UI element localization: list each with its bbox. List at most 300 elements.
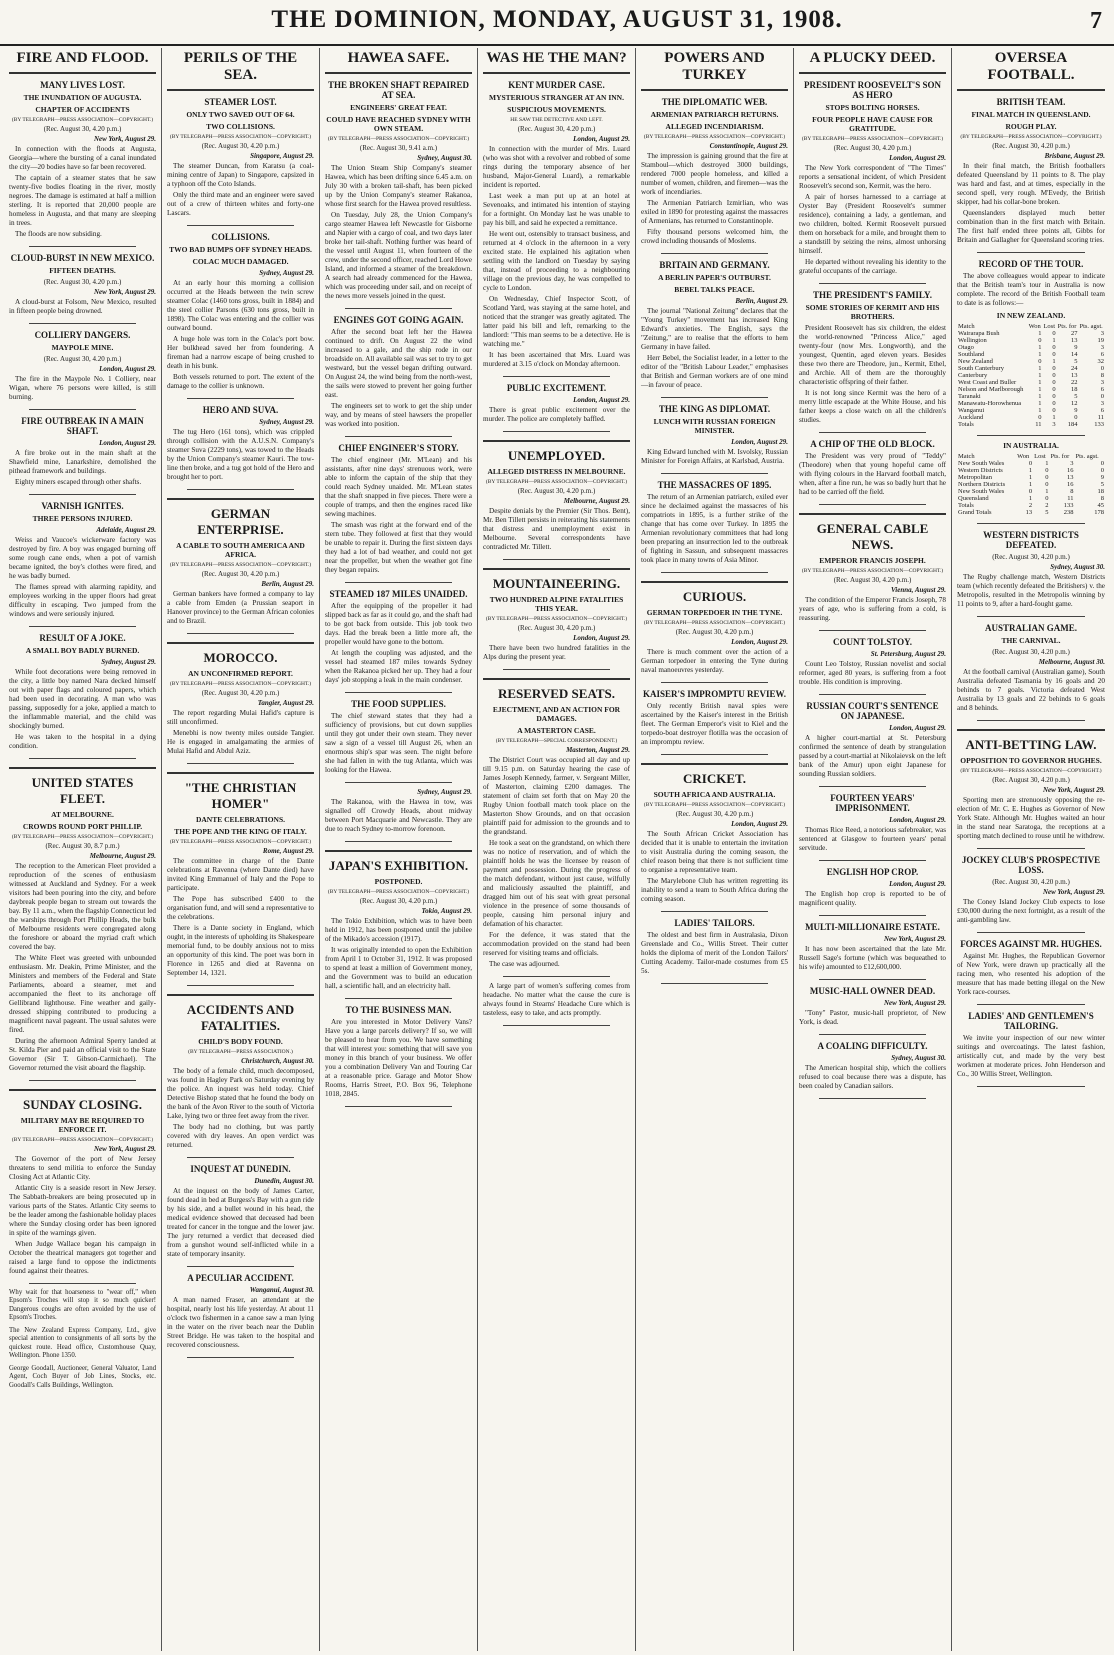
paragraph: There is great public excitement over the murder. The police are completely baffled.: [483, 406, 630, 423]
table-cell: 0: [1100, 393, 1104, 400]
table-row: [957, 365, 1105, 372]
article-heading: HERO AND SUVA.: [202, 405, 279, 415]
agency-credit: (BY TELEGRAPH—PRESS ASSOCIATION—COPYRIGHT.): [327, 136, 470, 142]
divider-rule: [819, 786, 926, 787]
agency-credit: HE SAW THE DETECTIVE AND LEFT.: [510, 117, 603, 123]
article-heading: PRESIDENT ROOSEVELT'S SON AS HERO: [803, 80, 942, 100]
paragraph: The oldest and best firm in Australasia, Dixon Greenslade and Co., Willis Street. Their cutter holds the diploma of merit of the London Tailors' Cutting Academy. Tailor-made costumes from £5 5s.: [641, 931, 788, 975]
table-header-cell: Pts. agst.: [1079, 323, 1103, 330]
dateline: Singapore, August 29.: [250, 152, 314, 160]
article-heading: TO THE BUSINESS MAN.: [345, 1005, 452, 1015]
paragraph: At length the coupling was adjusted, and the vessel had steamed 187 miles towards Sydney when the Rakanoa picked her up. They had a four days' job stopping a leak in the main condenser.: [325, 649, 472, 684]
received-line: (Rec. August 30, 4.20 p.m.): [992, 553, 1070, 561]
paragraph: Atlantic City is a seaside resort in New Jersey. The Sabbath-breakers are being prosecuted up in various parts of the States. Atlantic City seems to be the leader among the fashionable holiday places where the Sunday closing order has been ignored in spite of the warnings given.: [9, 1184, 156, 1237]
received-line: (Rec. August 30, 8.7 p.m.): [45, 842, 120, 850]
table-cell: 2: [1028, 502, 1033, 509]
paragraph: Are you interested in Motor Delivery Vans? Have you a large parcels delivery? If so, we will be pleased to hear from you. We have something that will interest you: something that will save you money in this branch of your business. We offer you a combination Delivery Van and Touring Car at a reasonable price. Garage and Motor Show Rooms, Harris Street, P.O. Box 96, Telephone 1018, 2845.: [325, 1018, 472, 1098]
paragraph: The chief engineer (Mr. M'Lean) and his assistants, after nine days' strenuous work, were able to inform the captain of the ship that they could reach Sydney unaided. Mr. M'Lean states that the shaft snapped in five pieces. There were a couple of tramps, and then the engines raced like sewing machines.: [325, 456, 472, 518]
article-subheading: ONLY TWO SAVED OUT OF 64.: [186, 110, 295, 119]
table-cell: 1: [1038, 400, 1042, 407]
article: [325, 699, 472, 775]
dateline: Wanganui, August 30.: [249, 1286, 314, 1294]
table-cell: Auckland: [958, 414, 984, 421]
paragraph: For the defence, it was stated that the accommodation provided on the stand had been reserved for visiting teams and officials.: [483, 931, 630, 957]
agency-credit: (BY TELEGRAPH—PRESS ASSOCIATION—COPYRIGHT.): [327, 889, 470, 895]
article-heading: INQUEST AT DUNEDIN.: [190, 1164, 291, 1174]
article-heading: A PECULIAR ACCIDENT.: [187, 1273, 294, 1283]
paragraph: The journal "National Zeitung" declares that the "Young Turkey" movement has increased King Edward's anxieties. The English, says the "Zeitung," are to realise that the efforts to hem Germany in have failed.: [641, 307, 788, 351]
article-heading: STEAMER LOST.: [204, 97, 277, 107]
paragraph: We invite your inspection of our new winter suitings and overcoatings. The latest fashion, artistically cut, and made by the very best workmen at moderate prices. John Henderson and Co., 30 Willis Street, Wellington.: [957, 1034, 1105, 1078]
article: [325, 315, 472, 429]
article-subheading: POSTPONED.: [374, 877, 423, 886]
divider-rule: [661, 682, 768, 683]
dateline: Dunedin, August 30.: [254, 1177, 314, 1185]
table-cell: 0: [1045, 467, 1049, 474]
paragraph: The Coney Island Jockey Club expects to lose £30,000 during the next fortnight, as a result of the anti-gambling law.: [957, 898, 1105, 924]
paragraph: "Tony" Pastor, music-hall proprietor, of New York, is dead.: [799, 1009, 946, 1026]
dateline: London, August 29.: [99, 439, 156, 447]
paragraph: The American hospital ship, which the colliers refused to coal because there was a dispute, has been coaled by Canadian sailors.: [799, 1064, 946, 1090]
article: [167, 1164, 314, 1259]
divider-rule: [187, 489, 294, 490]
dateline: Berlin, August 29.: [261, 580, 314, 588]
table-cell: 5: [1045, 509, 1049, 516]
article: [483, 80, 630, 369]
article-subheading: SOME STORIES OF KERMIT AND HIS BROTHERS.: [805, 303, 940, 321]
paragraph: Only the third mate and an engineer were saved out of a crew of thirteen whites and forty-one Lascars.: [167, 191, 314, 217]
agency-credit: (BY TELEGRAPH—PRESS ASSOCIATION—COPYRIGHT.): [169, 839, 312, 845]
article-heading: ENGLISH HOP CROP.: [826, 867, 919, 877]
table-header-cell: Won: [1017, 453, 1030, 460]
article-heading: CHIEF ENGINEER'S STORY.: [338, 443, 459, 453]
article-subheading: OPPOSITION TO GOVERNOR HUGHES.: [960, 756, 1102, 765]
table-cell: 3: [1100, 344, 1104, 351]
divider-rule: [977, 252, 1085, 253]
table-cell: 1: [1028, 467, 1033, 474]
divider-rule: [345, 582, 452, 583]
table-cell: 1: [1052, 358, 1056, 365]
divider-rule: [345, 1106, 452, 1107]
paragraph: The Union Steam Ship Company's steamer Hawea, which has been drifting since 6.45 a.m. on July 30 with a broken tail-shaft, has been picked up by the Union Company's steamer Rakanoa, whose first search for the Hawea proved resultless.: [325, 164, 472, 208]
dateline: London, August 29.: [99, 365, 156, 373]
table-cell: West Coast and Buller: [958, 379, 1017, 386]
table-cell: 0: [1052, 400, 1056, 407]
article-subheading: MAYPOLE MINE.: [51, 343, 114, 352]
article-heading: COUNT TOLSTOY.: [832, 637, 913, 647]
table-cell: 1: [1052, 337, 1056, 344]
table-cell: 32: [1097, 358, 1104, 365]
agency-credit: (BY TELEGRAPH—PRESS ASSOCIATION—COPYRIGHT.): [11, 117, 154, 123]
article-subheading-secondary: ALLEGED INCENDIARISM.: [665, 122, 764, 131]
paragraph: The committee in charge of the Dante celebrations at Ravenna (where Dante died) have invited King Emmanuel of Italy and the Pope to participate.: [167, 857, 314, 892]
paragraph: He was taken to the hospital in a dying condition.: [9, 733, 156, 750]
article-heading: MANY LIVES LOST.: [40, 80, 125, 90]
divider-rule: [29, 323, 136, 324]
dateline: Sydney, August 30.: [891, 1054, 946, 1062]
dateline: London, August 29.: [573, 634, 630, 642]
article-subheading-secondary: COLAC MUCH DAMAGED.: [192, 257, 289, 266]
table-header-cell: Pts. for: [1057, 323, 1077, 330]
article-heading: KAISER'S IMPROMPTU REVIEW.: [643, 689, 786, 699]
table-cell: 0: [1052, 393, 1056, 400]
article-heading: THE FOOD SUPPLIES.: [351, 699, 446, 709]
table-cell: 0: [1100, 365, 1104, 372]
article: [957, 259, 1105, 428]
article-subheading-secondary: ROUGH PLAY.: [1005, 122, 1057, 131]
article: [957, 623, 1105, 713]
divider-rule: [819, 283, 926, 284]
dateline: London, August 29.: [889, 724, 946, 732]
divider-rule: [345, 998, 452, 999]
divider-rule: [661, 911, 768, 912]
paragraph: King Edward lunched with M. Isvolsky, Russian Minister for Foreign Affairs, at Karlsbad, Austria.: [641, 448, 788, 465]
article-heading: A COALING DIFFICULTY.: [817, 1041, 928, 1051]
table-cell: 18: [1070, 386, 1078, 393]
received-line: (Rec. August 30, 4.20 p.m.): [43, 355, 122, 363]
table-cell: 8: [1070, 488, 1074, 495]
table-header-row: [957, 453, 1105, 460]
article-subheading: ALLEGED DISTRESS IN MELBOURNE.: [487, 467, 626, 476]
table-cell: 13: [1070, 337, 1078, 344]
advertisement: George Goodall, Auctioneer, General Valuator, Land Agent, Coch Buyer of Job Lines, Stocks, etc. Goodall's Calls Buildings, Wellington.: [9, 1364, 156, 1389]
paragraph: The White Fleet was greeted with unbounded enthusiasm. Mr. Deakin, Prime Minister, and the Ministers and members of the Federal and State Parliaments, aboard a steamer, met and accompanied the fleet to its anchorage off Gellibrand lighthouse. Fine weather and gaily-dressed shipping contributed to producing a magnificent naval pageant. The usual salutes were fired.: [9, 954, 156, 1034]
table-cell: 16: [1067, 481, 1074, 488]
article: [641, 97, 788, 246]
article-heading: FOURTEEN YEARS' IMPRISONMENT.: [830, 793, 915, 813]
article-heading: COLLISIONS.: [211, 232, 270, 242]
article: [325, 80, 472, 301]
column-title: HAWEA SAFE.: [325, 48, 472, 74]
divider-rule: [187, 1357, 294, 1358]
divider-rule: [187, 1266, 294, 1267]
paragraph: There have been two hundred fatalities in the Alps during the present year.: [483, 644, 630, 661]
table-cell: 1: [1038, 379, 1042, 386]
column-5: [636, 48, 794, 1651]
dateline: New York, August 29.: [93, 288, 156, 296]
paragraph: Only recently British naval spies were ascertained by the Kaiser's interest in the British fleet. The German Emperor's visit to Kiel and the torpedo-boat destroyer flotilla was the occasion of an impromptu review.: [641, 702, 788, 746]
table-cell: 5: [1074, 358, 1078, 365]
divider-rule: [29, 409, 136, 410]
received-line: (Rec. August 30, 4.20 p.m.): [992, 648, 1070, 656]
table-cell: 8: [1100, 495, 1104, 502]
agency-credit: (BY TELEGRAPH—PRESS ASSOCIATION—COPYRIGHT.): [169, 681, 312, 687]
article-heading: THE BROKEN SHAFT REPAIRED AT SEA.: [328, 80, 469, 100]
agency-credit: (BY TELEGRAPH—PRESS ASSOCIATION—COPYRIGHT.): [801, 136, 944, 142]
agency-credit: (BY TELEGRAPH—PRESS ASSOCIATION—COPYRIGHT.): [643, 802, 786, 808]
paragraph: The Rakanoa, with the Hawea in tow, was signalled off Crowdy Heads, about midway between Port Macquarie and Newcastle. They are due to reach Sydney to-morrow forenoon.: [325, 798, 472, 833]
table-cell: 238: [1063, 509, 1074, 516]
table-cell: 8: [1100, 372, 1104, 379]
table-header-cell: Won: [1028, 323, 1041, 330]
article-heading: PUBLIC EXCITEMENT.: [506, 383, 607, 393]
article: [799, 439, 946, 497]
paragraph: The fire in the Maypole No. 1 Colliery, near Wigan, where 76 persons were killed, is still burning.: [9, 375, 156, 401]
article: [641, 581, 788, 675]
paragraph: Fifty thousand persons welcomed him, the crowd including thousands of Moslems.: [641, 228, 788, 245]
article-heading: STEAMED 187 MILES UNAIDED.: [329, 589, 468, 599]
received-line: (Rec. August 30, 4.20 p.m.): [201, 142, 280, 150]
article-subheading-secondary: A MASTERTON CASE.: [517, 726, 596, 735]
article-heading: ACCIDENTS AND FATALITIES.: [167, 994, 314, 1034]
paragraph: In connection with the murder of Mrs. Luard (who was shot with a revolver and robbed of some rings during the temporary absence of her husband, Major-General Luard), a remarkable incident is reported.: [483, 145, 630, 189]
article: [799, 793, 946, 853]
article: [799, 80, 946, 276]
table-cell: 0: [1052, 365, 1056, 372]
dateline: Vienna, August 29.: [891, 586, 946, 594]
article: [641, 404, 788, 466]
paragraph: The Tokio Exhibition, which was to have been held in 1912, has been postponed until the jubilee of the Mikado's accession (1917).: [325, 917, 472, 943]
agency-credit: (BY TELEGRAPH—PRESS ASSOCIATION—COPYRIGHT.): [801, 568, 944, 574]
article: [325, 788, 472, 834]
table-row: [957, 474, 1105, 481]
divider-rule: [977, 523, 1085, 524]
divider-rule: [819, 979, 926, 980]
received-line: (Rec. August 30, 4.20 p.m.): [833, 144, 912, 152]
article: [957, 530, 1105, 609]
article-heading: BRITAIN AND GERMANY.: [659, 260, 770, 270]
divider-rule: [661, 754, 768, 755]
table-cell: 0: [1045, 481, 1049, 488]
table-cell: 0: [1028, 488, 1033, 495]
table-cell: 6: [1100, 386, 1104, 393]
table-cell: New South Wales: [958, 488, 1005, 495]
table-row: [957, 386, 1105, 393]
dateline: London, August 29.: [731, 438, 788, 446]
table-cell: 3: [1070, 460, 1074, 467]
dateline: London, August 29.: [573, 396, 630, 404]
article: [799, 290, 946, 425]
paragraph: A cloud-burst at Folsom, New Mexico, resulted in fifteen people being drowned.: [9, 298, 156, 315]
divider-rule: [661, 473, 768, 474]
received-line: (Rec. August 30, 4.20 p.m.): [675, 628, 754, 636]
paragraph: Eighty miners escaped through other shafts.: [15, 478, 142, 486]
article-heading: RESERVED SEATS.: [483, 678, 630, 702]
article-heading: "THE CHRISTIAN HOMER": [167, 772, 314, 812]
dateline: Tangier, August 29.: [257, 699, 314, 707]
article-heading: RESULT OF A JOKE.: [39, 633, 126, 643]
received-line: (Rec. August 30, 4.20 p.m.): [517, 125, 596, 133]
dateline: Sydney, August 29.: [101, 658, 156, 666]
article: [483, 383, 630, 424]
table-row: [957, 414, 1105, 421]
table-cell: 11: [1035, 421, 1042, 428]
divider-rule: [187, 633, 294, 634]
article-heading: GENERAL CABLE NEWS.: [799, 513, 946, 553]
agency-credit: (BY TELEGRAPH—PRESS ASSOCIATION—COPYRIGHT.): [485, 479, 628, 485]
article-heading: ENGINES GOT GOING AGAIN.: [333, 315, 464, 325]
article: [641, 763, 788, 904]
article: [9, 253, 156, 316]
table-header-cell: Match: [958, 453, 975, 460]
article-subheading: CHILD'S BODY FOUND.: [198, 1037, 283, 1046]
article: [641, 918, 788, 976]
table-row: [957, 330, 1105, 337]
column-title: A PLUCKY DEED.: [799, 48, 946, 74]
article: [957, 855, 1105, 925]
article-heading: CRICKET.: [641, 763, 788, 787]
table-cell: South Canterbury: [958, 365, 1005, 372]
dateline: Tokio, August 29.: [421, 907, 472, 915]
agency-credit: (BY TELEGRAPH—PRESS ASSOCIATION—COPYRIGHT.): [643, 620, 786, 626]
article-subheading: AT MELBOURNE.: [51, 810, 114, 819]
article: [957, 939, 1105, 997]
article-subheading: THE CARNIVAL.: [1001, 636, 1061, 645]
paragraph: The reception to the American Fleet provided a reproduction of the scenes of enthusiasm witnessed at Auckland and Sydney. For a week visitors had been pouring into the city, and before daybreak people began to stream out towards the bay. By 11 a.m., when the flagship Connecticut led the warships through Port Phillip Heads, the bulk of Melbourne residents were congregated along the foreshore or aboard the myriad craft which covered the bay.: [9, 862, 156, 951]
article-heading: WESTERN DISTRICTS DEFEATED.: [983, 530, 1079, 550]
table-row: [957, 393, 1105, 400]
dateline: Sydney, August 29.: [259, 269, 314, 277]
table-cell: 1: [1045, 488, 1049, 495]
divider-rule: [661, 253, 768, 254]
received-line: (Rec. August 30, 4.20 p.m.): [992, 776, 1070, 784]
received-line: (Rec. August 30, 9.41 a.m.): [359, 144, 438, 152]
column-title: PERILS OF THE SEA.: [167, 48, 314, 91]
table-row: [957, 509, 1105, 516]
table-row: [957, 372, 1105, 379]
table-cell: 0: [1038, 337, 1042, 344]
divider-rule: [187, 1157, 294, 1158]
article-heading: UNEMPLOYED.: [483, 440, 630, 464]
divider-rule: [187, 763, 294, 764]
table-row: [957, 421, 1105, 428]
table-cell: Wellington: [958, 337, 987, 344]
paragraph: The Rugby challenge match, Western Districts team (which recently defeated the Britishers) v. the Metropolis, resulted in the Metropolis winning by 11 points to 9, after a hard-fought game.: [957, 573, 1105, 608]
paragraph: The above colleagues would appear to indicate that the British team's tour in Australia is now complete. The record of the British Football team to date is as follows:—: [957, 272, 1105, 307]
dateline: New York, August 29.: [883, 999, 946, 1007]
paragraph: Sporting men are strenuously opposing the re-election of Mr. C. E. Hughes as Governor of New York State. Although Mr. Hughes waited an hour in the stand near Saratoga, the receptions at a sporting match declined to rouse until he withdrew.: [957, 796, 1105, 840]
agency-credit: (BY TELEGRAPH—PRESS ASSOCIATION—COPYRIGHT.): [11, 834, 154, 840]
paragraph: German bankers have formed a company to lay a cable from Emden (a Prussian seaport in Hanover province) to the German African colonies and to Brazil.: [167, 590, 314, 625]
masthead-title: THE DOMINION, MONDAY, AUGUST 31, 1908.: [271, 6, 843, 33]
paragraph: The chief steward states that they had a sufficiency of provisions, but cut down supplies until they got under their own steam. They never saw a sign of a vessel till August 26, when an enormous ship's spar was seen. The night before she had fallen in with the tug Atlanta, which was looking for the Hawea.: [325, 712, 472, 774]
divider-rule: [187, 398, 294, 399]
dateline: London, August 29.: [573, 135, 630, 143]
article-subheading: ENGINEERS' GREAT FEAT.: [350, 103, 447, 112]
table-cell: Canterbury: [958, 372, 988, 379]
article-heading: THE MASSACRES OF 1895.: [657, 480, 772, 490]
paragraph: The impression is gaining ground that the fire at Stamboul—which destroyed 3000 buildings, rendered 7000 people homeless, and killed a number of women, children, and firemen—was the work of incendiaries.: [641, 152, 788, 196]
table-cell: Queensland: [958, 495, 989, 502]
article: [483, 568, 630, 662]
dateline: Adelaide, August 29.: [96, 526, 156, 534]
table-cell: 178: [1094, 509, 1104, 516]
dateline: Brisbane, August 29.: [1044, 152, 1105, 160]
divider-rule: [345, 782, 452, 783]
article: [9, 1089, 156, 1276]
article: [167, 405, 314, 482]
divider-rule: [29, 1283, 136, 1284]
article-heading: VARNISH IGNITES.: [41, 501, 124, 511]
table-header-cell: Lost: [1043, 323, 1056, 330]
agency-credit: (BY TELEGRAPH—PRESS ASSOCIATION.): [188, 1049, 293, 1055]
results-table: [957, 323, 1105, 428]
agency-credit: (BY TELEGRAPH—PRESS ASSOCIATION—COPYRIGHT.): [960, 134, 1102, 140]
divider-rule: [503, 669, 610, 670]
paragraph: At the football carnival (Australian game), South Australia defeated Tasmania by 16 goals and 20 behinds to 7 goals. Victoria defeated West Australia by 13 goals and 22 behinds to 6 goals and 8 behinds.: [957, 668, 1105, 712]
divider-rule: [819, 630, 926, 631]
table-cell: 5: [1100, 481, 1104, 488]
paragraph: Queenslanders displayed much better combination than in the first match with Britain. The first half ended three points all, Gibbs for Britain and Gallagher for Queensland scoring tries.: [957, 209, 1105, 244]
article-heading: GERMAN ENTERPRISE.: [167, 498, 314, 538]
paragraph: President Roosevelt has six children, the eldest the world-renowned "Princess Alice," aged twenty-four (now Mrs. Longworth), and the youngest, Quentin, aged eleven years. Besides these two there are Theodore, jun., Kermit, Ethel, and Archie. All of them are the thoroughly characteristic offspring of their father.: [799, 324, 946, 386]
paragraph: The captain of a steamer states that he saw twenty-five bodies floating in the river, mostly negroes. The damage is estimated at half a million sterling. It is reported that 20,000 people are homeless in Augusta, and that many are sleeping in trees.: [9, 174, 156, 227]
divider-rule: [661, 983, 768, 984]
table-cell: 9: [1100, 474, 1104, 481]
paragraph: The Pope has subscribed £400 to the organisation fund, and will send a representative to the celebrations.: [167, 895, 314, 921]
table-row: [957, 407, 1105, 414]
table-row: [957, 488, 1105, 495]
dateline: London, August 29.: [889, 816, 946, 824]
divider-rule: [345, 692, 452, 693]
article: [641, 689, 788, 747]
received-line: (Rec. August 30, 4.20 p.m.): [201, 689, 280, 697]
paragraph: After the equipping of the propeller it had slipped back as far as it could go, and the shaft had to be got back from outside. This job took two days. Had the break been a little more aft, the propeller would have gone to the bottom.: [325, 602, 472, 646]
dateline: Sydney, August 30.: [1050, 563, 1105, 571]
column-2: [162, 48, 320, 1651]
article-heading: AUSTRALIAN GAME.: [984, 623, 1077, 633]
divider-rule: [187, 225, 294, 226]
article: [9, 416, 156, 487]
divider-rule: [977, 848, 1085, 849]
article: [799, 1041, 946, 1091]
divider-rule: [503, 1025, 610, 1026]
dateline: Christchurch, August 30.: [241, 1057, 314, 1065]
article: [167, 772, 314, 978]
article-subheading: TWO BAD BUMPS OFF SYDNEY HEADS.: [169, 245, 312, 254]
table-cell: 6: [1100, 407, 1104, 414]
table-cell: Taranaki: [958, 393, 981, 400]
paragraph: A pair of horses harnessed to a carriage at Oyster Bay (President Roosevelt's summer residence), containing a lady, a gentleman, and two children, bolted. Kermit Roosevelt pursued them on horseback for a mile, and brought them to a standstill by seizing the reins, almost unhorsing himself.: [799, 193, 946, 255]
table-cell: 2: [1045, 502, 1049, 509]
article: [957, 1011, 1105, 1079]
article-subheading: STOPS BOLTING HORSES.: [825, 103, 920, 112]
table-header-row: [957, 323, 1105, 330]
article-heading: LADIES' AND GENTLEMEN'S TAILORING.: [968, 1011, 1094, 1031]
table-caption: IN AUSTRALIA.: [1003, 441, 1059, 450]
paragraph: The South African Cricket Association has decided that it is unable to entertain the invitation to visit Australia during the coming season, the chief reason being that there is not sufficient time to organise a representative team.: [641, 830, 788, 874]
table-cell: 0: [1045, 474, 1049, 481]
paragraph: The steamer Duncan, from Karatsu (a coal-mining centre of Japan) to Singapore, capsized in a typhoon off the Coto Islands.: [167, 162, 314, 188]
paragraph: In connection with the floods at Augusta, Georgia—where the bursting of a canal inundated the city—20 bodies have so far been recovered.: [9, 145, 156, 171]
article-subheading: ARMENIAN PATRIARCH RETURNS.: [650, 110, 779, 119]
paragraph: Against Mr. Hughes, the Republican Governor of New York, were drawn up practically all the racing men, who resented his adoption of the measure that has made betting illegal on the New York race-courses.: [957, 952, 1105, 996]
table-cell: 3: [1100, 330, 1104, 337]
paragraph: He took a seat on the grandstand, on which there was no notice of reservation, and of which the plaintiff holds he was the licensee by reason of payment and possession. During the progress of the match defendant, without just cause, wilfully and maliciously assaulted the plaintiff, and dragged him out of his seat with great personal violence in the presence of some thousands of people, causing him personal injury and defamation of his character.: [483, 839, 630, 928]
received-line: (Rec. August 30, 4.20 p.m.): [992, 142, 1070, 150]
dateline: Sydney, August 29.: [417, 788, 472, 796]
table-cell: 0: [1052, 351, 1056, 358]
table-header-cell: Pts. for: [1050, 453, 1070, 460]
dateline: Melbourne, August 29.: [89, 852, 156, 860]
article: [325, 443, 472, 575]
table-cell: 1: [1038, 330, 1042, 337]
paragraph: There is a Dante society in England, which ought, in the interests of upholding its Shakespeare memorial fund, to be doubly anxious not to miss an opportunity of this kind. The poet was born in Florence in 1265 and died at Ravenna on September 14, 1321.: [167, 924, 314, 977]
table-cell: 1: [1028, 495, 1033, 502]
column-title: POWERS AND TURKEY: [641, 48, 788, 91]
column-7: [952, 48, 1110, 1651]
table-header-cell: Match: [958, 323, 975, 330]
table-cell: 0: [1052, 379, 1056, 386]
table-row: [957, 358, 1105, 365]
masthead: [0, 0, 1114, 46]
paragraph: Despite denials by the Premier (Sir Thos. Bent), Mr. Ben Tillett persists in reiterating his statements that distress and unemployment exist in Melbourne. Several correspondents have contradicted Mr. Tillett.: [483, 507, 630, 551]
table-cell: 1: [1038, 365, 1042, 372]
paragraph: He departed without revealing his identity to the grateful occupants of the carriage.: [799, 258, 946, 275]
received-line: (Rec. August 30, 4.20 p.m.): [43, 278, 122, 286]
article-heading: MUSIC-HALL OWNER DEAD.: [809, 986, 936, 996]
article-heading: RECORD OF THE TOUR.: [978, 259, 1084, 269]
